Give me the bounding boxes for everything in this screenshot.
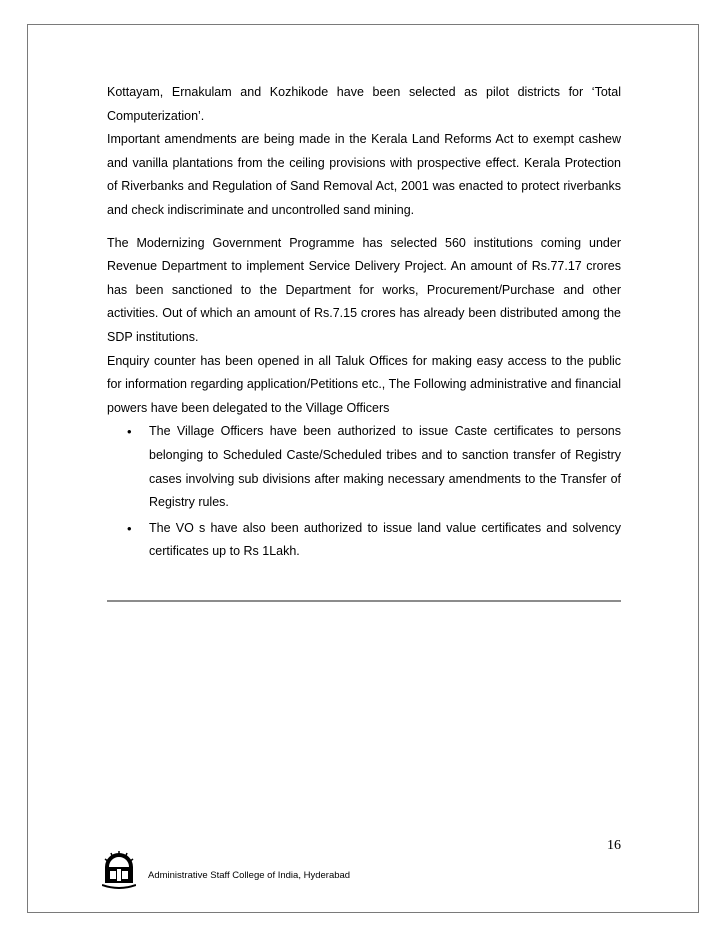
bullet-text-land-value-certificates: The VO s have also been authorized to issue land value certificates and solvency certificates up to Rs 1Lakh. bbox=[149, 520, 621, 559]
footer-institution: Administrative Staff College of India, Hyderabad bbox=[148, 870, 351, 881]
list-item bbox=[107, 420, 621, 514]
paragraph-enquiry-counter: Enquiry counter has been opened in all Taluk Offices for making easy access to the public for information regarding application/Petitions etc., The Following administrative and financial powers have been delegated to the Village Officers bbox=[107, 353, 621, 415]
asci-emblem-icon bbox=[102, 849, 136, 889]
delegated-powers-list bbox=[107, 420, 621, 564]
paragraph-pilot-districts: Kottayam, Ernakulam and Kozhikode have been selected as pilot districts for ‘Total Computerization’. bbox=[107, 85, 621, 123]
document-body bbox=[107, 81, 621, 564]
bullet-icon: • bbox=[127, 520, 132, 536]
bullet-text-caste-certificates: The Village Officers have been authorized to issue Caste certificates to persons belonging to Scheduled Caste/Scheduled tribes and to sanction transfer of Registry cases involving sub divisions after making necessary amendments to the Transfer of Registry rules. bbox=[149, 424, 621, 510]
page-number: 16 bbox=[607, 838, 621, 853]
list-item bbox=[107, 517, 621, 564]
bullet-icon: • bbox=[127, 424, 132, 440]
paragraph-land-reforms: Important amendments are being made in the Kerala Land Reforms Act to exempt cashew and vanilla plantations from the ceiling provisions with prospective effect. Kerala Protection of Riverbanks and Regulation of Sand Removal Act, 2001 was enacted to protect riverbanks and check indiscriminate and uncontrolled sand mining. bbox=[107, 132, 621, 217]
section-divider bbox=[107, 600, 621, 602]
paragraph-modernizing-programme: The Modernizing Government Programme has selected 560 institutions coming under Revenue Department to implement Service Delivery Project. An amount of Rs.77.17 crores has been sanctioned to the Department for works, Procurement/Purchase and other activities. Out of which an amount of Rs.7.15 crores has already been distributed among the SDP institutions. bbox=[107, 235, 621, 344]
